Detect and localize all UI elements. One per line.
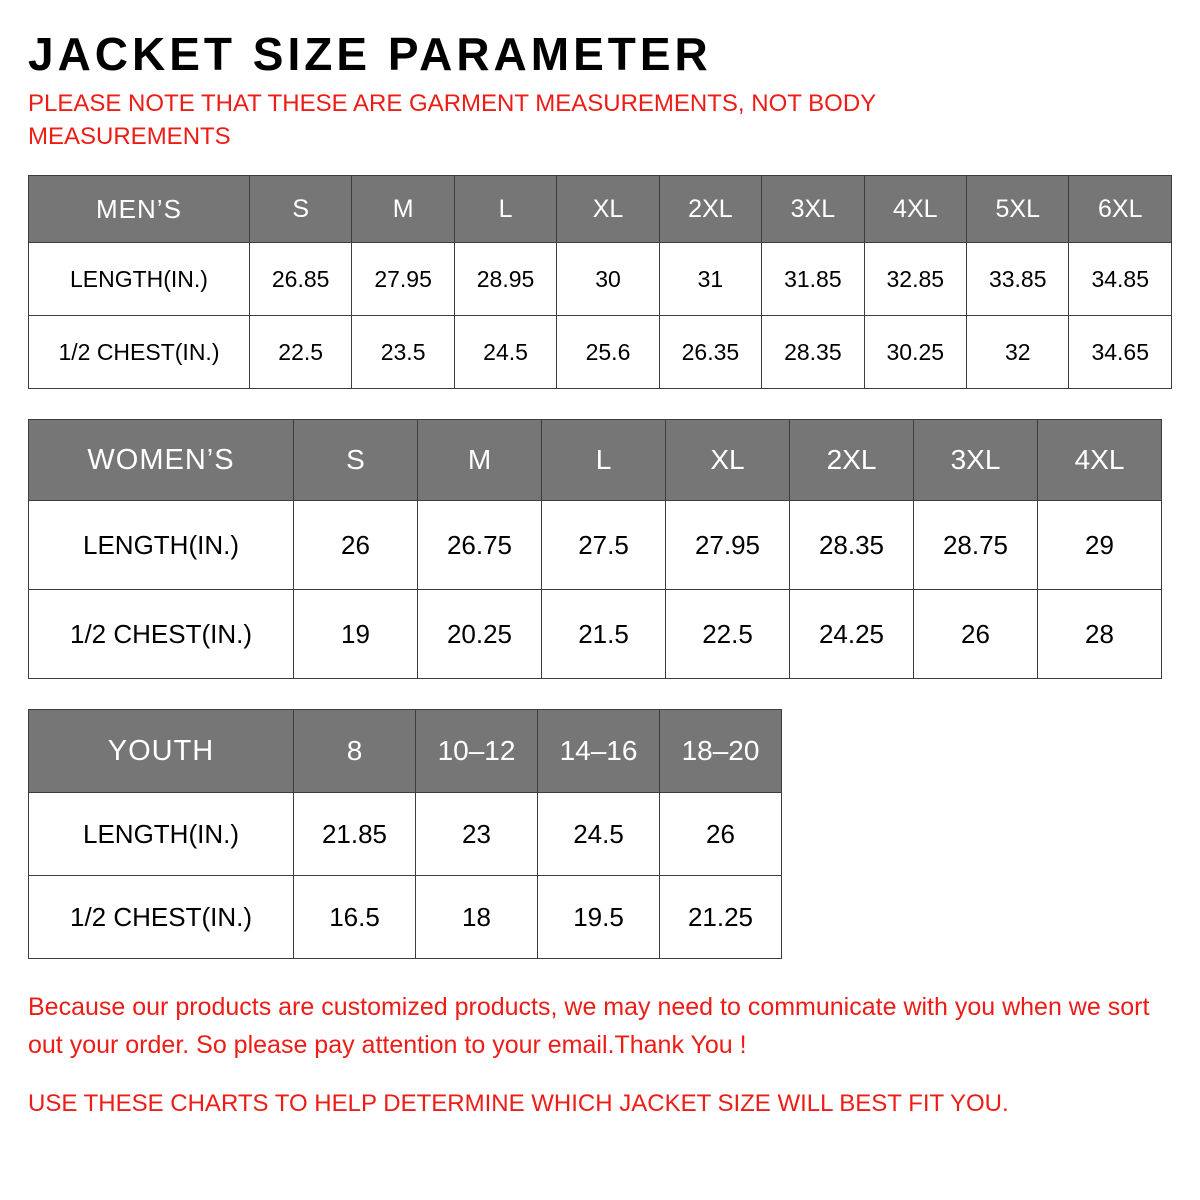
size-header-cell: XL	[666, 420, 790, 501]
size-header-cell: M	[418, 420, 542, 501]
measurement-cell: 31	[659, 243, 761, 316]
size-header-cell: M	[352, 176, 454, 243]
measurement-cell: 28.35	[762, 316, 864, 389]
measurement-cell: 26	[660, 793, 782, 876]
table-row	[29, 590, 1162, 679]
measurement-cell: 19.5	[538, 876, 660, 959]
measurement-cell: 30	[557, 243, 659, 316]
measurement-note: PLEASE NOTE THAT THESE ARE GARMENT MEASUREMENTS, NOT BODY MEASUREMENTS	[28, 90, 876, 150]
table-row	[29, 876, 782, 959]
measurement-cell: 24.5	[538, 793, 660, 876]
measurement-cell: 24.5	[454, 316, 556, 389]
womens-size-table	[28, 419, 1162, 679]
measurement-cell: 30.25	[864, 316, 966, 389]
measurement-cell: 21.25	[660, 876, 782, 959]
measurement-cell: 32.85	[864, 243, 966, 316]
footer-paragraph-1: Because our products are customized products, we may need to communicate with you when we sort out your order. So please pay attention to your email.Thank You !	[28, 993, 1150, 1059]
size-header-cell: L	[542, 420, 666, 501]
size-header-cell: 18–20	[660, 710, 782, 793]
row-label: 1/2 CHEST(IN.)	[29, 316, 250, 389]
table-header-row	[29, 710, 782, 793]
size-header-cell: 2XL	[790, 420, 914, 501]
measurement-cell: 34.65	[1069, 316, 1172, 389]
measurement-cell: 18	[416, 876, 538, 959]
measurement-cell: 28.35	[790, 501, 914, 590]
measurement-cell: 19	[294, 590, 418, 679]
measurement-cell: 22.5	[666, 590, 790, 679]
measurement-cell: 28.95	[454, 243, 556, 316]
size-header-cell: 2XL	[659, 176, 761, 243]
size-header-cell: 4XL	[864, 176, 966, 243]
row-label: LENGTH(IN.)	[29, 243, 250, 316]
measurement-cell: 26	[294, 501, 418, 590]
measurement-cell: 33.85	[967, 243, 1069, 316]
row-label: 1/2 CHEST(IN.)	[29, 876, 294, 959]
size-header-cell: S	[294, 420, 418, 501]
size-header-cell: S	[249, 176, 351, 243]
measurement-cell: 32	[967, 316, 1069, 389]
size-header-cell: 3XL	[762, 176, 864, 243]
table-header-label: MEN’S	[29, 176, 250, 243]
footer-paragraph-2: USE THESE CHARTS TO HELP DETERMINE WHICH JACKET SIZE WILL BEST FIT YOU.	[28, 1090, 1009, 1118]
row-label: LENGTH(IN.)	[29, 793, 294, 876]
size-header-cell: L	[454, 176, 556, 243]
size-header-cell: 5XL	[967, 176, 1069, 243]
measurement-cell: 34.85	[1069, 243, 1172, 316]
table-header-row	[29, 176, 1172, 243]
measurement-cell: 29	[1038, 501, 1162, 590]
footer-notes	[28, 989, 1168, 1122]
measurement-cell: 21.5	[542, 590, 666, 679]
size-header-cell: XL	[557, 176, 659, 243]
row-label: 1/2 CHEST(IN.)	[29, 590, 294, 679]
size-header-cell: 4XL	[1038, 420, 1162, 501]
measurement-cell: 21.85	[294, 793, 416, 876]
size-header-cell: 6XL	[1069, 176, 1172, 243]
measurement-cell: 22.5	[249, 316, 351, 389]
page-title: JACKET SIZE PARAMETER	[28, 28, 712, 80]
measurement-cell: 26.35	[659, 316, 761, 389]
measurement-cell: 27.95	[666, 501, 790, 590]
measurement-cell: 23.5	[352, 316, 454, 389]
measurement-cell: 28.75	[914, 501, 1038, 590]
measurement-cell: 26	[914, 590, 1038, 679]
measurement-cell: 25.6	[557, 316, 659, 389]
measurement-cell: 27.95	[352, 243, 454, 316]
measurement-cell: 28	[1038, 590, 1162, 679]
table-header-label: WOMEN’S	[29, 420, 294, 501]
size-header-cell: 14–16	[538, 710, 660, 793]
size-header-cell: 8	[294, 710, 416, 793]
measurement-cell: 26.85	[249, 243, 351, 316]
measurement-cell: 24.25	[790, 590, 914, 679]
size-header-cell: 10–12	[416, 710, 538, 793]
measurement-cell: 23	[416, 793, 538, 876]
measurement-cell: 16.5	[294, 876, 416, 959]
table-header-row	[29, 420, 1162, 501]
row-label: LENGTH(IN.)	[29, 501, 294, 590]
size-header-cell: 3XL	[914, 420, 1038, 501]
youth-size-table	[28, 709, 782, 959]
mens-size-table	[28, 175, 1172, 389]
measurement-cell: 20.25	[418, 590, 542, 679]
measurement-cell: 31.85	[762, 243, 864, 316]
table-row	[29, 316, 1172, 389]
measurement-cell: 26.75	[418, 501, 542, 590]
table-header-label: YOUTH	[29, 710, 294, 793]
measurement-cell: 27.5	[542, 501, 666, 590]
table-row	[29, 793, 782, 876]
table-row	[29, 501, 1162, 590]
table-row	[29, 243, 1172, 316]
